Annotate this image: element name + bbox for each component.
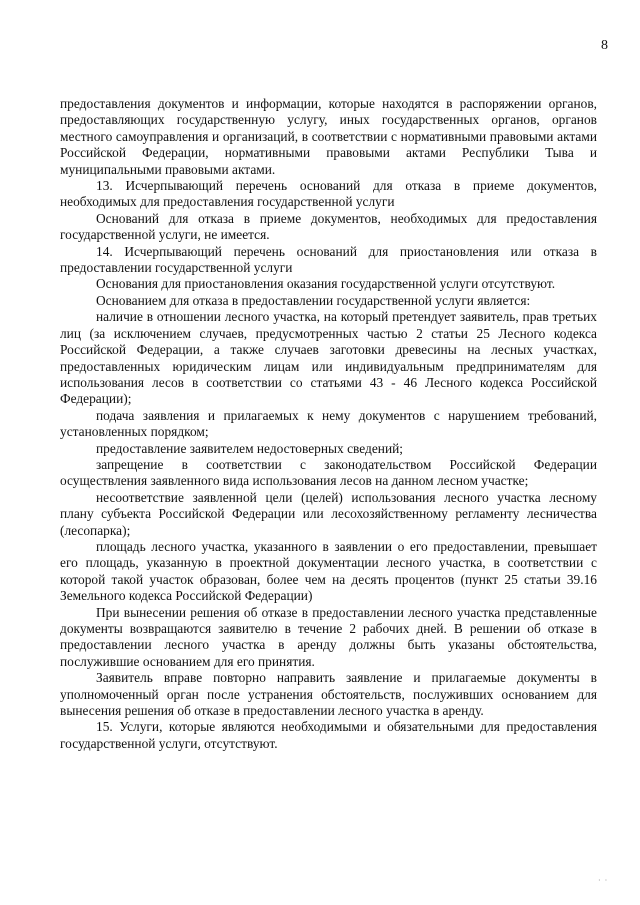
paragraph: 13. Исчерпывающий перечень оснований для отказа в приеме документов, необходимых для предоставления государственной услуги	[60, 178, 597, 210]
paragraph: несоответствие заявленной цели (целей) использования лесного участка лесному плану субъекта Российской Федерации или лесохозяйственному регламенту лесничества (лесопарка);	[60, 489, 597, 538]
paragraph: наличие в отношении лесного участка, на который претендует заявитель, прав третьих лиц (за исключением случаев, предусмотренных частью 2 статьи 25 Лесного кодекса Российской Федерации, а также случаев заготовки древесины на лесных участках, предоставленных юридическим лицам или индивидуальным предпринимателям для использования лесов в соответствии со статьями 43 - 46 Лесного кодекса Российской Федерации);	[60, 309, 597, 407]
paragraph: предоставления документов и информации, которые находятся в распоряжении органов, предоставляющих государственную услугу, иных государственных органов, органов местного самоуправления и организаций, в соответствии с нормативными правовыми актами Российской Федерации, нормативными правовыми актами Республики Тыва и муниципальными правовыми актами.	[60, 96, 597, 177]
paragraph: Заявитель вправе повторно направить заявление и прилагаемые документы в уполномоченный орган после устранения обстоятельств, послуживших основанием для вынесения решения об отказе в предоставлении лесного участка в аренду.	[60, 670, 597, 719]
paragraph: запрещение в соответствии с законодательством Российской Федерации осуществления заявленного вида использования лесов на данном лесном участке;	[60, 456, 597, 489]
paragraph: Оснований для отказа в приеме документов, необходимых для предоставления государственной услуги, не имеется.	[60, 210, 597, 243]
paragraph: предоставление заявителем недостоверных сведений;	[96, 440, 403, 456]
page-number: 8	[601, 38, 608, 53]
scan-mark: · ·	[598, 876, 609, 885]
paragraph: При вынесении решения об отказе в предоставлении лесного участка представленные документы возвращаются заявителю в течение 2 рабочих дней. В решении об отказе в предоставлении лесного участка в аренду должны быть указаны обстоятельства, послужившие основанием для его принятия.	[60, 604, 597, 669]
paragraph: подача заявления и прилагаемых к нему документов с нарушением требований, установленных порядком;	[60, 407, 597, 440]
paragraph: 15. Услуги, которые являются необходимыми и обязательными для предоставления государственной услуги, отсутствуют.	[60, 719, 597, 751]
paragraph: 14. Исчерпывающий перечень оснований для приостановления или отказа в предоставлении государственной услуги	[60, 243, 597, 276]
paragraph: Основания для приостановления оказания государственной услуги отсутствуют.	[96, 276, 556, 292]
paragraph: Основанием для отказа в предоставлении государственной услуги является:	[96, 292, 531, 308]
paragraph: площадь лесного участка, указанного в заявлении о его предоставлении, превышает его площадь, указанную в проектной документации лесного участка, в соответствии с которой такой участок образован, более чем на десять процентов (пункт 25 статьи 39.16 Земельного кодекса Российской Федерации)	[60, 538, 597, 604]
document-body	[60, 96, 597, 752]
